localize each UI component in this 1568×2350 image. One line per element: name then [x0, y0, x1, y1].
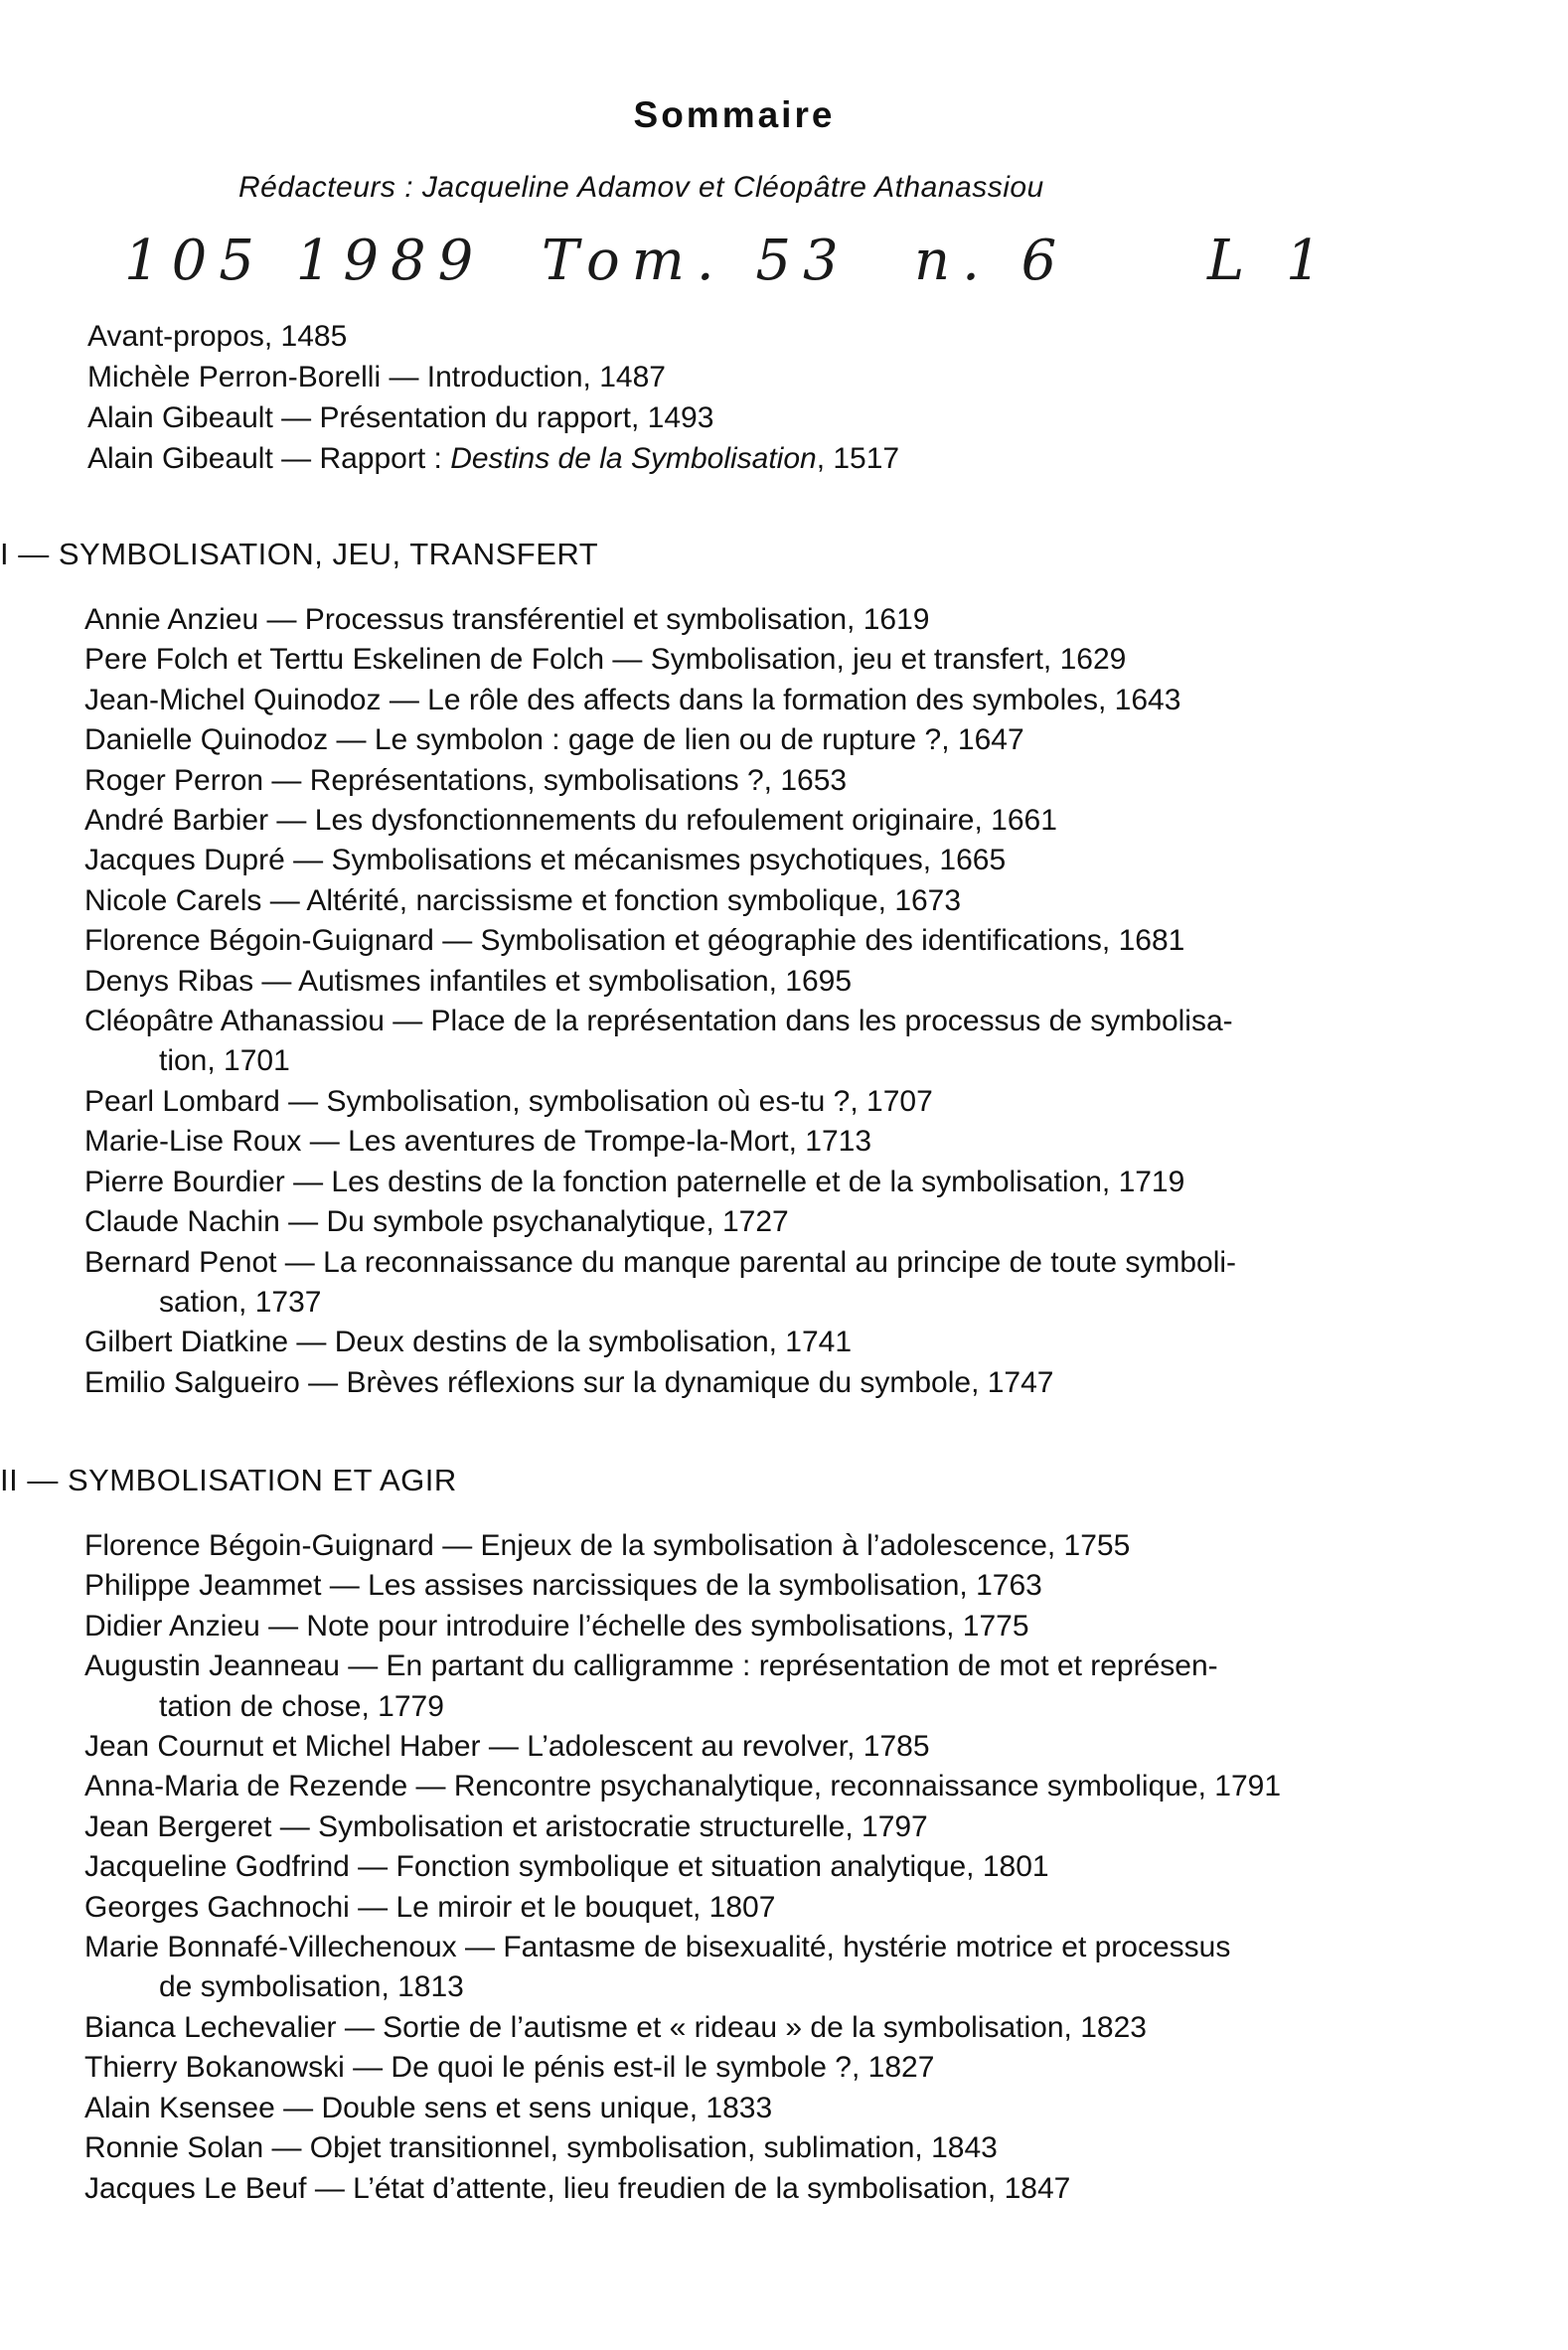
toc-entry [84, 1928, 1476, 2008]
intro-line-suffix: , 1517 [816, 442, 900, 475]
toc-entry-text: Annie Anzieu — Processus transférentiel et symbolisation, 1619 [84, 603, 930, 636]
intro-line-prefix: Alain Gibeault — Rapport : [87, 442, 451, 475]
toc-entry-text: Georges Gachnochi — Le miroir et le bouquet, 1807 [84, 1890, 776, 1924]
toc-entry-text: Claude Nachin — Du symbole psychanalytique, 1727 [84, 1205, 789, 1239]
toc-entry [84, 921, 1476, 961]
section-title: I — SYMBOLISATION, JEU, TRANSFERT [0, 537, 599, 571]
toc-entry [84, 2048, 1476, 2088]
toc-entry [84, 1607, 1476, 1646]
toc-entry [84, 2089, 1476, 2128]
toc-entry-text: Florence Bégoin-Guignard — Symbolisation et géographie des identifications, 1681 [84, 924, 1185, 958]
toc-entry-continuation: tion, 1701 [159, 1044, 290, 1078]
toc-entry-text: Jacqueline Godfrind — Fonction symbolique et situation analytique, 1801 [84, 1850, 1049, 1884]
page-title: Sommaire [633, 94, 836, 135]
toc-entry-text: Bianca Lechevalier — Sortie de l’autisme et « rideau » de la symbolisation, 1823 [84, 2010, 1147, 2044]
toc-entry [84, 962, 1476, 1002]
toc-entry [84, 1526, 1476, 1566]
toc-entry-text: Pierre Bourdier — Les destins de la fonction paternelle et de la symbolisation, 1719 [84, 1165, 1185, 1198]
toc-entry-text: Pere Folch et Terttu Eskelinen de Folch — Symbolisation, jeu et transfert, 1629 [84, 643, 1127, 677]
toc-entry-text: Jean Bergeret — Symbolisation et aristocratie structurelle, 1797 [84, 1809, 928, 1843]
toc-entry-text: Cléopâtre Athanassiou — Place de la représentation dans les processus de symbolisa- [84, 1005, 1233, 1038]
toc-entry-text: Marie Bonnafé-Villechenoux — Fantasme de bisexualité, hystérie motrice et processus [84, 1931, 1231, 1964]
toc-entry [84, 1323, 1476, 1362]
intro-line: Michèle Perron-Borelli — Introduction, 1487 [87, 361, 666, 393]
toc-entry [84, 1202, 1476, 1242]
toc-entry [84, 2128, 1476, 2168]
toc-entry-text: Roger Perron — Représentations, symbolisations ?, 1653 [84, 763, 848, 797]
editors-line: Rédacteurs : Jacqueline Adamov et Cléopâtre Athanassiou [238, 171, 1044, 204]
toc-entry [84, 1767, 1476, 1806]
toc-entry-continuation: de symbolisation, 1813 [159, 1970, 464, 2004]
toc-entry [84, 1847, 1476, 1887]
toc-entry [84, 600, 1476, 640]
toc-entry-text: Gilbert Diatkine — Deux destins de la symbolisation, 1741 [84, 1326, 853, 1359]
intro-line: Avant-propos, 1485 [87, 320, 348, 353]
toc-entry-text: Florence Bégoin-Guignard — Enjeux de la symbolisation à l’adolescence, 1755 [84, 1529, 1131, 1562]
handwritten-part: n. 6 [914, 229, 1069, 293]
toc-entry-continuation: sation, 1737 [159, 1285, 322, 1319]
toc-entry [84, 761, 1476, 801]
toc-entry [84, 1243, 1476, 1324]
toc-entry [84, 1082, 1476, 1122]
intro-line [87, 438, 899, 479]
toc-entry [84, 2008, 1476, 2048]
toc-entry [84, 881, 1476, 921]
toc-entry-text: Marie-Lise Roux — Les aventures de Trompe-la-Mort, 1713 [84, 1125, 872, 1159]
toc-entry-text: Alain Ksensee — Double sens et sens unique, 1833 [84, 2091, 773, 2124]
toc-entry [84, 841, 1476, 880]
toc-entry [84, 801, 1476, 841]
toc-entry-text: Jean Cournut et Michel Haber — L’adolescent au revolver, 1785 [84, 1730, 930, 1764]
toc-entry-text: Jean-Michel Quinodoz — Le rôle des affects dans la formation des symboles, 1643 [84, 683, 1181, 716]
toc-entry-text: Jacques Le Beuf — L’état d’attente, lieu freudien de la symbolisation, 1847 [84, 2171, 1071, 2205]
toc-entry [84, 1363, 1476, 1403]
handwritten-part: L 1 [1207, 229, 1333, 293]
toc-entry-text: André Barbier — Les dysfonctionnements du refoulement originaire, 1661 [84, 804, 1057, 838]
toc-entry [84, 1888, 1476, 1928]
toc-entry [84, 1646, 1476, 1727]
toc-entry-text: Philippe Jeammet — Les assises narcissiques de la symbolisation, 1763 [84, 1569, 1042, 1603]
toc-entry [84, 1566, 1476, 1606]
toc-entry [84, 2169, 1476, 2209]
toc-entry [84, 1122, 1476, 1162]
toc-entry-text: Danielle Quinodoz — Le symbolon : gage de lien ou de rupture ?, 1647 [84, 723, 1024, 757]
toc-entry [84, 1727, 1476, 1767]
intro-line: Alain Gibeault — Présentation du rapport, 1493 [87, 401, 714, 434]
section-entries [84, 600, 1476, 1403]
toc-entry [84, 1002, 1476, 1082]
toc-entry-text: Thierry Bokanowski — De quoi le pénis est-il le symbole ?, 1827 [84, 2051, 935, 2085]
toc-entry-text: Bernard Penot — La reconnaissance du manque parental au principe de toute symboli- [84, 1245, 1237, 1279]
toc-entry [84, 1807, 1476, 1847]
toc-entry-text: Augustin Jeanneau — En partant du calligramme : représentation de mot et représen- [84, 1649, 1218, 1683]
toc-entry-text: Jacques Dupré — Symbolisations et mécanismes psychotiques, 1665 [84, 844, 1007, 877]
toc-entry [84, 720, 1476, 760]
toc-entry-text: Emilio Salgueiro — Brèves réflexions sur la dynamique du symbole, 1747 [84, 1365, 1054, 1399]
toc-entry-text: Denys Ribas — Autismes infantiles et symbolisation, 1695 [84, 964, 853, 998]
toc-entry [84, 1163, 1476, 1202]
section-title: II — SYMBOLISATION ET AGIR [0, 1463, 457, 1497]
toc-entry-text: Nicole Carels — Altérité, narcissisme et fonction symbolique, 1673 [84, 883, 962, 917]
toc-entry [84, 681, 1476, 720]
toc-entry-text: Anna-Maria de Rezende — Rencontre psychanalytique, reconnaissance symbolique, 1791 [84, 1770, 1282, 1803]
intro-list [87, 316, 899, 479]
section-entries [84, 1526, 1476, 2209]
toc-entry [84, 640, 1476, 680]
handwritten-part: 105 1989 [124, 229, 486, 293]
handwritten-part: Tom. 53 [542, 229, 851, 293]
toc-entry-continuation: tation de chose, 1779 [159, 1689, 444, 1723]
report-title: Destins de la Symbolisation [450, 442, 817, 475]
toc-entry-text: Ronnie Solan — Objet transitionnel, symbolisation, sublimation, 1843 [84, 2131, 998, 2165]
toc-entry-text: Pearl Lombard — Symbolisation, symbolisation où es-tu ?, 1707 [84, 1084, 933, 1118]
toc-entry-text: Didier Anzieu — Note pour introduire l’échelle des symbolisations, 1775 [84, 1609, 1029, 1643]
